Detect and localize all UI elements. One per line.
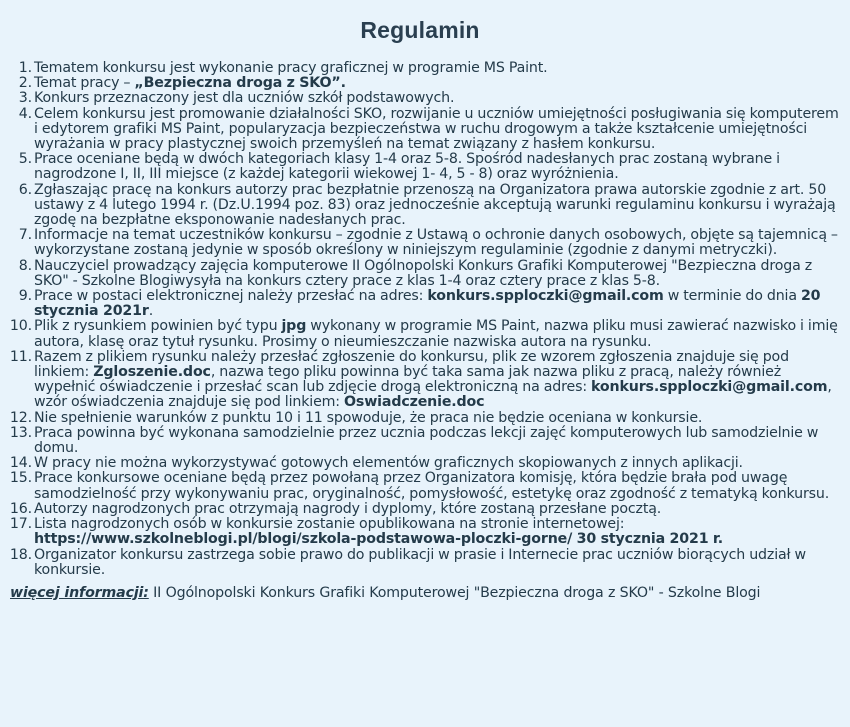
rule-text-segment: Prace konkursowe oceniane będą przez powołaną przez Organizatora komisję, która będzie brała pod uwagę samodzielność przy wykonywaniu prac, oryginalność, pomysłowość, estetykę oraz zgodność z tematyką konkursu. xyxy=(34,470,830,502)
rule-text-segment: . xyxy=(148,303,154,320)
page-title: Regulamin xyxy=(360,17,480,43)
rule-text-bold: jpg xyxy=(281,318,307,335)
rule-number: 5. xyxy=(18,151,32,168)
rule-text xyxy=(34,411,840,426)
rule-number: 14. xyxy=(9,455,32,472)
rule-item xyxy=(0,259,840,289)
more-info-label: więcej informacji: xyxy=(10,584,149,601)
rule-item xyxy=(0,471,840,501)
rule-text-segment: Nie spełnienie warunków z punktu 10 i 11 spowoduje, że praca nie będzie oceniana w konkursie. xyxy=(34,409,703,426)
rule-text-bold: Oswiadczenie.doc xyxy=(344,394,485,411)
rule-text xyxy=(34,91,840,106)
rule-text-segment: , wzór oświadczenia znajduje się pod linkiem: xyxy=(34,379,832,411)
rule-item xyxy=(0,426,840,456)
rule-number: 13. xyxy=(9,424,32,441)
rule-text-bold: Zgloszenie.doc xyxy=(93,364,211,381)
rule-item xyxy=(0,350,840,411)
rule-text xyxy=(34,259,840,289)
rule-text-segment: Razem z plikiem rysunku należy przesłać zgłoszenie do konkursu, plik ze wzorem zgłoszenia znajduje się pod linkiem: xyxy=(34,348,789,381)
rule-text-segment: Prace oceniane będą w dwóch kategoriach klasy 1-4 oraz 5-8. Spośród nadesłanych prac zostaną wybrane i nagrodzone I, II, III miejsce (z każdej kategorii wiekowej 1- 4, 5 - 8) oraz wyróżnienia. xyxy=(34,151,780,183)
rule-item xyxy=(0,456,840,471)
rule-item xyxy=(0,228,840,258)
rule-item xyxy=(0,411,840,426)
rule-number: 9. xyxy=(18,288,32,305)
rule-number: 3. xyxy=(18,90,32,107)
rule-number: 2. xyxy=(18,75,32,92)
rule-number: 4. xyxy=(18,105,32,122)
rule-text-segment: Organizator konkursu zastrzega sobie prawo do publikacji w prasie i Internecie prac uczniów biorących udział w konkursie. xyxy=(34,546,806,578)
rule-text-segment: Tematem konkursu jest wykonanie pracy graficznej w programie MS Paint. xyxy=(34,60,548,76)
rule-item xyxy=(0,548,840,578)
rule-number: 10. xyxy=(9,318,32,335)
rule-text-segment: Nauczyciel prowadzący zajęcia komputerowe II Ogólnopolski Konkurs Grafiki Komputerowej "Bezpieczna droga z SKO" - Szkolne Blogiwysyła na konkurs cztery prace z klas 1-4 oraz cztery prace z klas 5-8. xyxy=(34,257,813,289)
rule-number: 6. xyxy=(18,181,32,198)
rule-number: 17. xyxy=(9,516,32,533)
rule-text xyxy=(34,107,840,153)
rule-text-bold: https://www.szkolneblogi.pl/blogi/szkola-podstawowa-ploczki-gorne/ 30 stycznia 2021 r. xyxy=(34,531,723,548)
rule-text-segment: Praca powinna być wykonana samodzielnie przez ucznia podczas lekcji zajęć komputerowych lub samodzielnie w domu. xyxy=(34,424,819,457)
rule-number: 18. xyxy=(9,546,32,563)
rule-number: 12. xyxy=(9,409,32,426)
rule-text-segment: W pracy nie można wykorzystywać gotowych elementów graficznych skopiowanych z innych aplikacji. xyxy=(34,455,743,472)
rule-item xyxy=(0,76,840,91)
rule-text xyxy=(34,426,840,456)
rule-number: 1. xyxy=(18,60,32,76)
rule-text xyxy=(34,289,840,319)
rule-number: 7. xyxy=(18,227,32,244)
rule-text-segment: wykonany w programie MS Paint, nazwa pliku musi zawierać nazwisko i imię autora, klasę oraz tytuł rysunku. Prosimy o nieumieszczanie nazwiska autora na rysunku. xyxy=(34,318,838,350)
rule-text xyxy=(34,456,840,471)
rule-text-segment: w terminie do dnia xyxy=(663,288,801,305)
rule-text xyxy=(34,548,840,578)
rule-text-segment: Lista nagrodzonych osób w konkursie zostanie opublikowana na stronie internetowej: xyxy=(34,516,625,533)
rule-item xyxy=(0,502,840,517)
rule-text-segment: Temat pracy – xyxy=(34,75,135,92)
rule-text-segment: Celem konkursu jest promowanie działalności SKO, rozwijanie u uczniów umiejętności posługiwania się komputerem i edytorem grafiki MS Paint, popularyzacja bezpieczeństwa w ruchu drogowym a także kształcenie umiejętności wyrażania w pracy plastycznej swoich przemyśleń na temat związany z hasłem konkursu. xyxy=(34,105,839,153)
rule-number: 15. xyxy=(9,470,32,487)
rule-text-segment: , nazwa tego pliku powinna być taka sama jak nazwa pliku z pracą, należy również wypełnić oświadczenie i przesłać scan lub zdjęcie drogą elektroniczną na adres: xyxy=(34,364,781,396)
more-info xyxy=(10,585,840,601)
rule-text xyxy=(34,76,840,91)
rule-text-segment: Autorzy nagrodzonych prac otrzymają nagrody i dyplomy, które zostaną przesłane pocztą. xyxy=(34,500,662,517)
rule-text xyxy=(34,61,840,76)
rule-text-segment: Informacje na temat uczestników konkursu – zgodnie z Ustawą o ochronie danych osobowych, objęte są tajemnicą – wykorzystane zostaną jedynie w sposób określony w niniejszym regulaminie (zgodnie z danymi metryczki). xyxy=(34,227,838,259)
rule-item xyxy=(0,517,840,547)
rule-item xyxy=(0,152,840,182)
rule-text xyxy=(34,502,840,517)
rule-text xyxy=(34,471,840,501)
rule-text xyxy=(34,152,840,182)
rule-number: 11. xyxy=(9,348,32,365)
rule-number: 16. xyxy=(9,500,32,517)
rule-text xyxy=(34,183,840,229)
rule-item xyxy=(0,107,840,153)
rule-text xyxy=(34,319,840,349)
rule-text xyxy=(34,517,840,547)
rule-text-segment: Plik z rysunkiem powinien być typu xyxy=(34,318,282,335)
rule-text xyxy=(34,350,840,411)
rule-text-bold: konkurs.spploczki@gmail.com xyxy=(427,288,664,305)
rule-text-bold: konkurs.spploczki@gmail.com xyxy=(591,379,828,396)
rules-list xyxy=(0,61,840,578)
rule-text-bold: 20 stycznia 2021r xyxy=(34,288,821,320)
rule-number: 8. xyxy=(18,257,32,274)
rule-text-segment: Zgłaszając pracę na konkurs autorzy prac bezpłatnie przenoszą na Organizatora prawa autorskie zgodnie z art. 50 ustawy z 4 lutego 1994 r. (Dz.U.1994 poz. 83) oraz jednocześnie akceptują warunki regulaminu konkursu i wyrażają zgodę na bezpłatne eksponowanie nadesłanych prac. xyxy=(34,181,836,229)
rule-text-segment: Prace w postaci elektronicznej należy przesłać na adres: xyxy=(34,288,428,305)
rule-item xyxy=(0,319,840,349)
rule-item xyxy=(0,61,840,76)
more-info-text: II Ogólnopolski Konkurs Grafiki Komputerowej "Bezpieczna droga z SKO" - Szkolne Blogi xyxy=(148,584,761,601)
rule-text-segment: Konkurs przeznaczony jest dla uczniów szkół podstawowych. xyxy=(34,90,455,107)
rule-text xyxy=(34,228,840,258)
rule-item xyxy=(0,289,840,319)
rule-text-bold: „Bezpieczna droga z SKO”. xyxy=(134,75,346,92)
rule-item xyxy=(0,91,840,106)
rule-item xyxy=(0,183,840,229)
